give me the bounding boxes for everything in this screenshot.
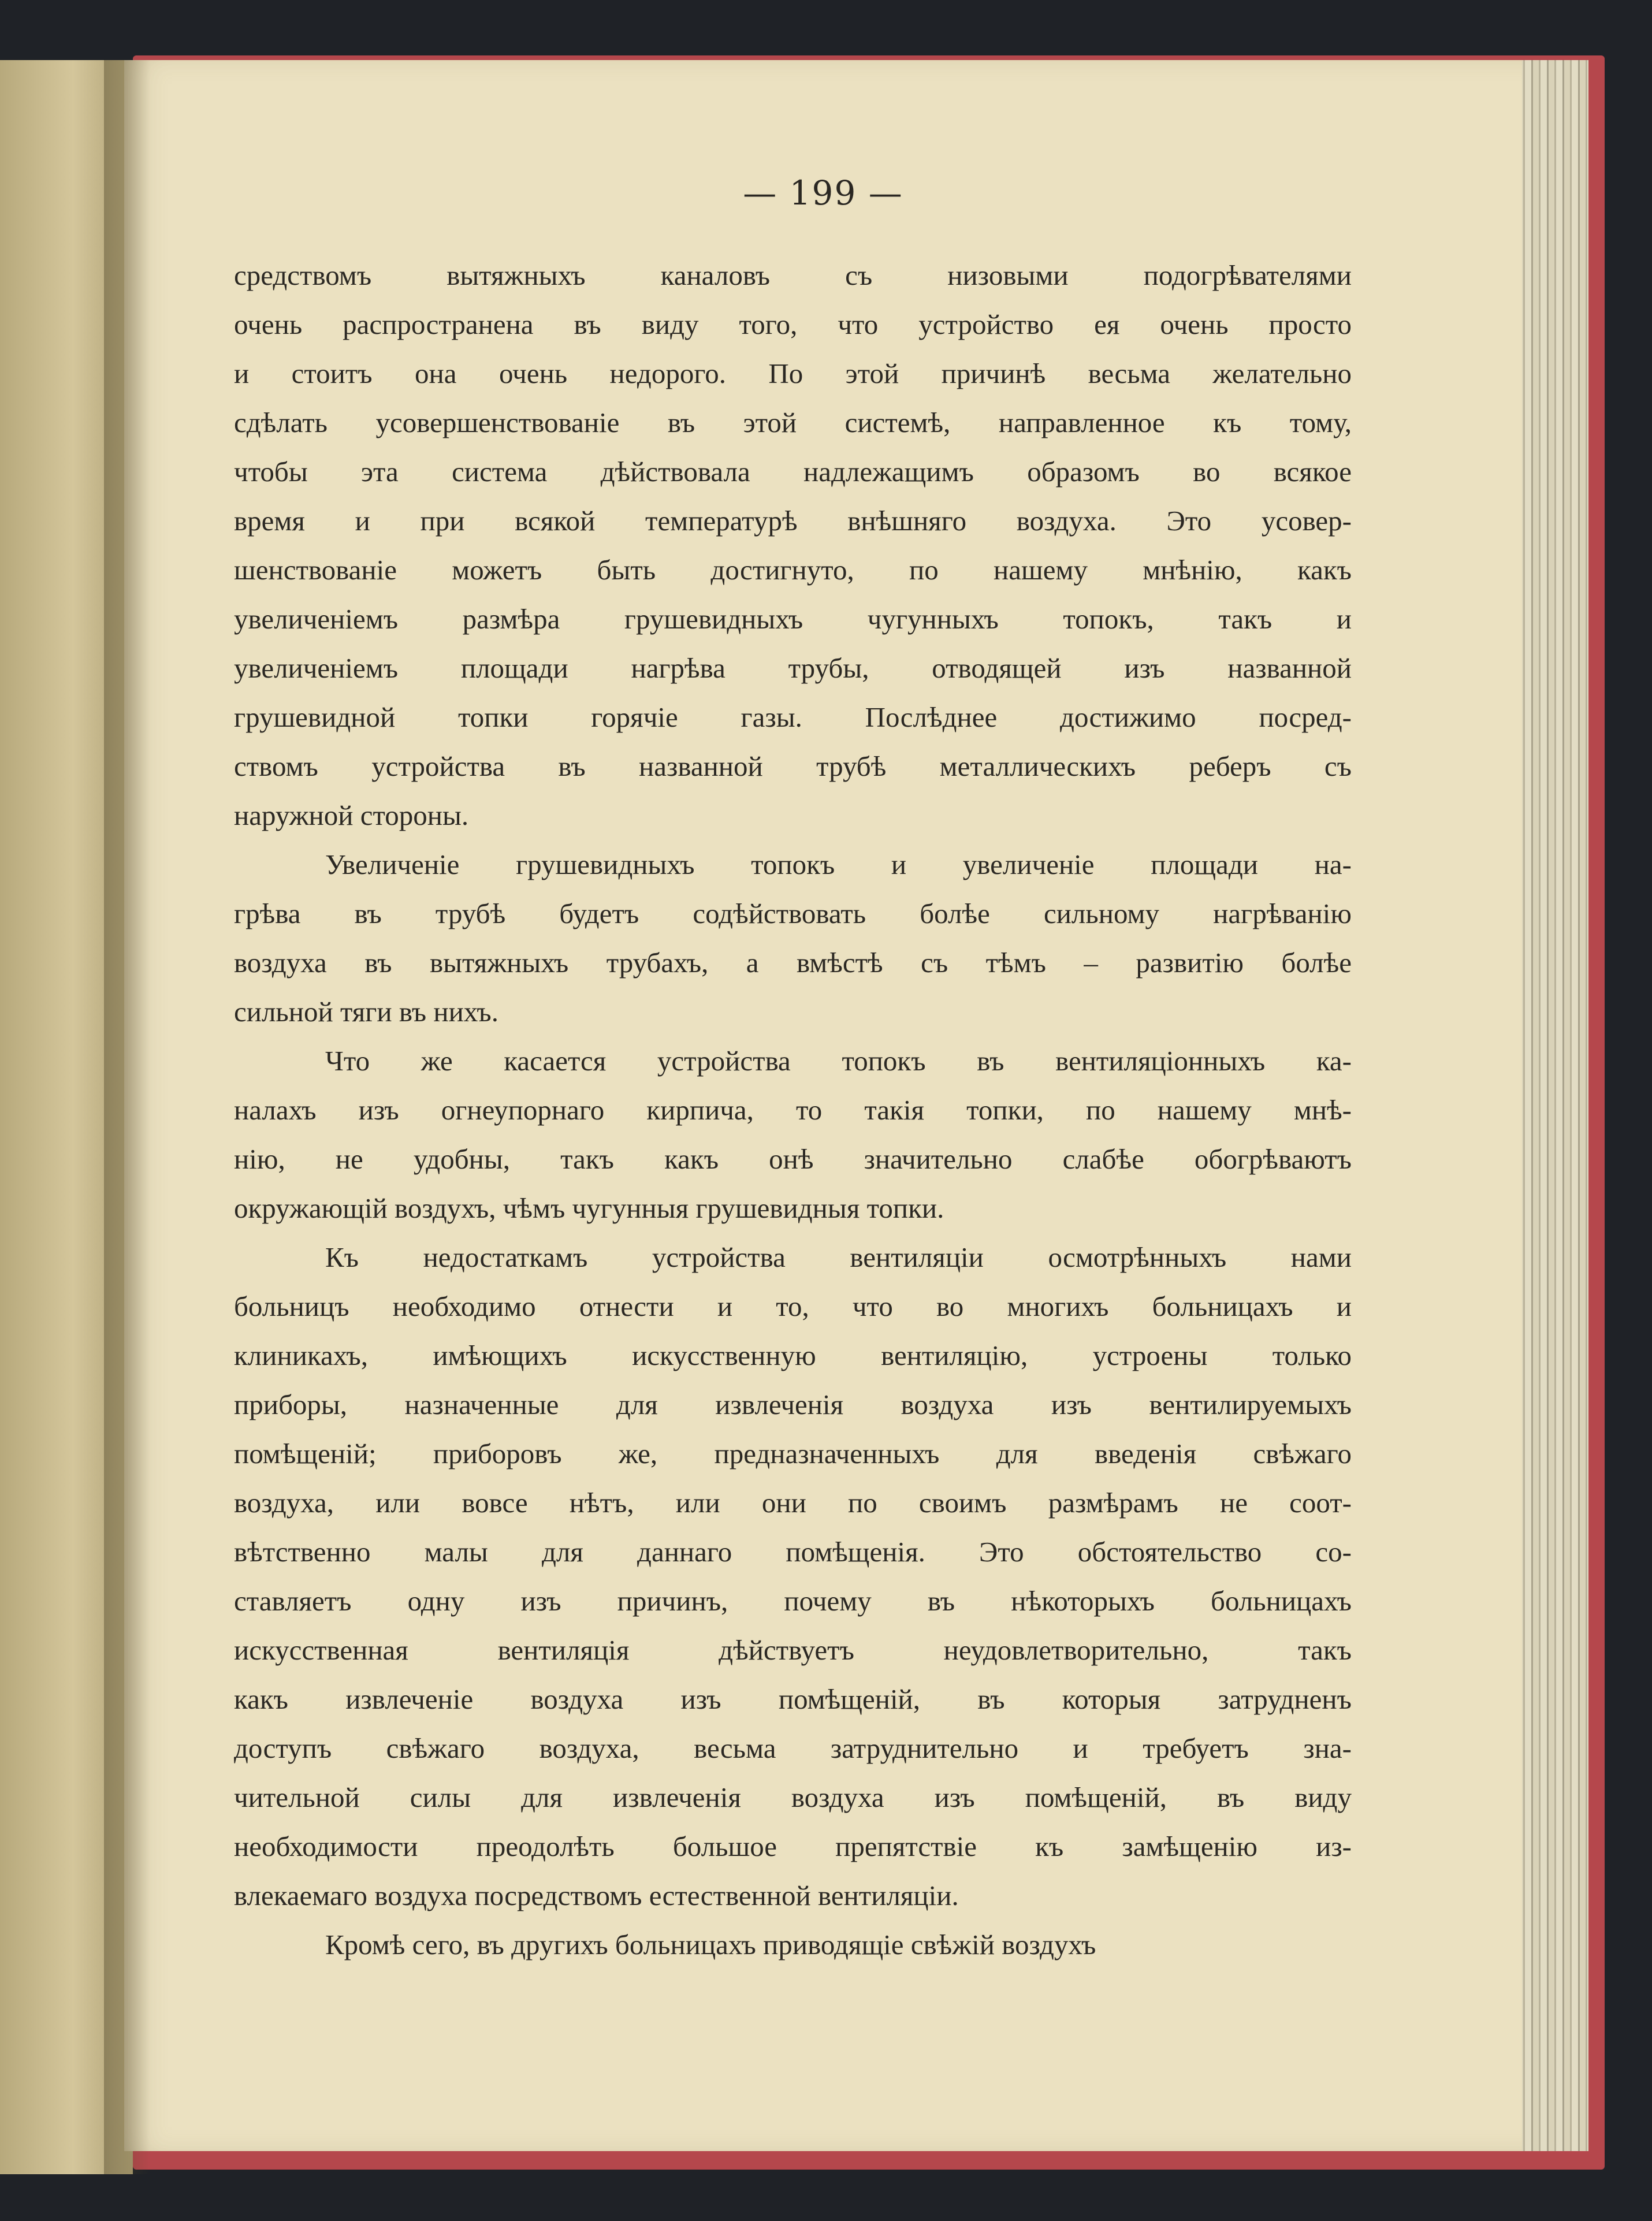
text-line: искусственная вентиляція дѣйствуетъ неудовлетворительно, такъ (234, 1634, 1352, 1666)
text-line: наружной стороны. (234, 799, 469, 831)
text-line: окружающій воздухъ, чѣмъ чугунныя грушевидныя топки. (234, 1192, 944, 1224)
text-line: ставляетъ одну изъ причинъ, почему въ нѣкоторыхъ больницахъ (234, 1585, 1352, 1617)
page-number: — 199 — (743, 173, 903, 213)
text-line: увеличеніемъ площади нагрѣва трубы, отводящей изъ названной (234, 652, 1352, 684)
text-line: грѣва въ трубѣ будетъ содѣйствовать болѣе сильному нагрѣванію (234, 898, 1352, 929)
text-line: и стоитъ она очень недорого. По этой причинѣ весьма желательно (234, 358, 1352, 389)
text-line: доступъ свѣжаго воздуха, весьма затруднительно и требуетъ зна- (234, 1732, 1352, 1764)
paragraph (234, 1036, 1352, 1233)
paragraph (234, 1233, 1352, 1920)
text-line: воздуха, или вовсе нѣтъ, или они по своимъ размѣрамъ не соот- (234, 1487, 1352, 1519)
text-line: Увеличеніе грушевидныхъ топокъ и увеличеніе площади на- (325, 849, 1352, 880)
text-line: очень распространена въ виду того, что устройство ея очень просто (234, 308, 1352, 340)
text-line: вѣтственно малы для даннаго помѣщенія. Это обстоятельство со- (234, 1536, 1352, 1568)
text-line: влекаемаго воздуха посредствомъ естественной вентиляціи. (234, 1880, 959, 1911)
paragraph (234, 840, 1352, 1036)
text-line: больницъ необходимо отнести и то, что во многихъ больницахъ и (234, 1290, 1352, 1322)
text-line: Кромѣ сего, въ другихъ больницахъ приводящіе свѣжій воздухъ (325, 1929, 1096, 1960)
text-line: какъ извлеченіе воздуха изъ помѣщеній, въ которыя затрудненъ (234, 1683, 1352, 1715)
text-line: налахъ изъ огнеупорнаго кирпича, то такія топки, по нашему мнѣ- (234, 1094, 1352, 1126)
text-line: средствомъ вытяжныхъ каналовъ съ низовыми подогрѣвателями (234, 259, 1352, 291)
text-line: ствомъ устройства въ названной трубѣ металлическихъ реберъ съ (234, 750, 1352, 782)
text-line: шенствованіе можетъ быть достигнуто, по нашему мнѣнію, какъ (234, 554, 1352, 586)
text-line: необходимости преодолѣть большое препятствіе къ замѣщенію из- (234, 1831, 1352, 1862)
text-line: чтобы эта система дѣйствовала надлежащимъ образомъ во всякое (234, 456, 1352, 488)
text-line: время и при всякой температурѣ внѣшняго воздуха. Это усовер- (234, 505, 1352, 537)
text-line: сильной тяги въ нихъ. (234, 996, 499, 1028)
text-line: помѣщеній; приборовъ же, предназначенныхъ для введенія свѣжаго (234, 1438, 1352, 1469)
text-line: чительной силы для извлеченія воздуха изъ помѣщеній, въ виду (234, 1781, 1352, 1813)
text-line: увеличеніемъ размѣра грушевидныхъ чугунныхъ топокъ, такъ и (234, 603, 1352, 635)
paragraph (234, 251, 1352, 840)
text-line: Что же касается устройства топокъ въ вентиляціонныхъ ка- (325, 1045, 1352, 1077)
text-line: воздуха въ вытяжныхъ трубахъ, а вмѣстѣ съ тѣмъ – развитію болѣе (234, 947, 1352, 979)
book-page (124, 60, 1522, 2151)
text-line: Къ недостаткамъ устройства вентиляціи осмотрѣнныхъ нами (325, 1241, 1352, 1273)
text-line: приборы, назначенные для извлеченія воздуха изъ вентилируемыхъ (234, 1389, 1352, 1420)
paragraph (234, 1920, 1352, 1969)
text-line: клиникахъ, имѣющихъ искусственную вентиляцію, устроены только (234, 1340, 1352, 1371)
text-line: сдѣлать усовершенствованіе въ этой системѣ, направленное къ тому, (234, 407, 1352, 438)
page-text (234, 251, 1352, 1969)
text-line: нію, не удобны, такъ какъ онѣ значительно слабѣе обогрѣваютъ (234, 1143, 1352, 1175)
book-gutter (104, 60, 150, 2174)
text-line: грушевидной топки горячіе газы. Послѣднее достижимо посред- (234, 701, 1352, 733)
